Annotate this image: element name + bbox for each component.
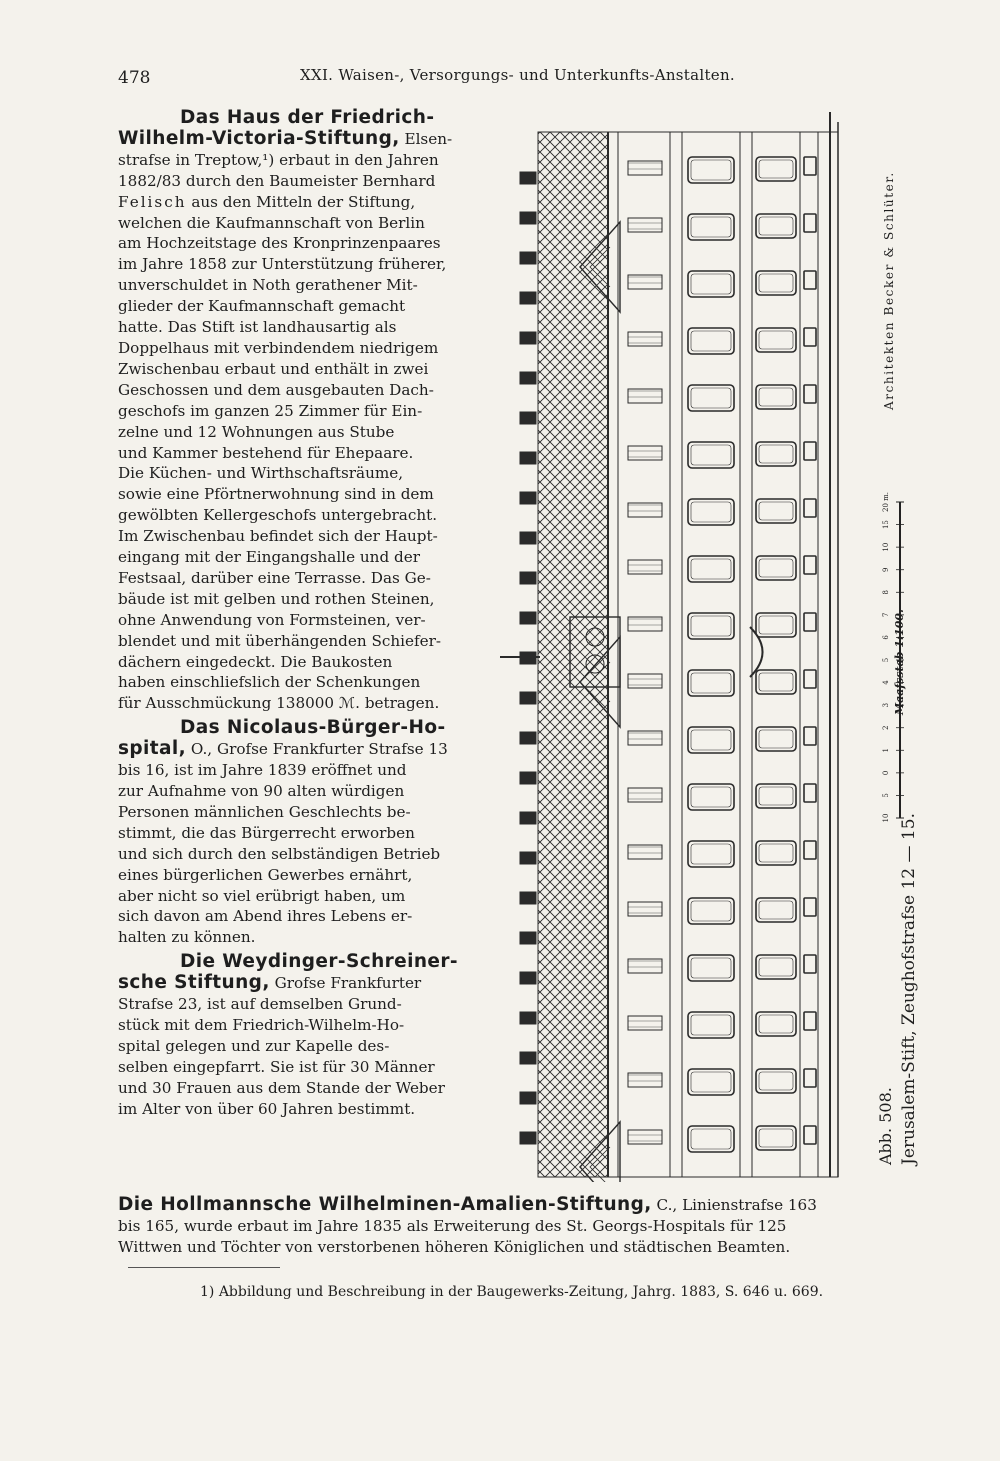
window (756, 1069, 796, 1093)
scale-tick-label: 7 (882, 612, 890, 618)
text-line: eines bürgerlichen Gewerbes ernährt, (118, 865, 413, 884)
window (756, 727, 796, 751)
scale-tick-label: 15 (882, 520, 890, 530)
window (688, 784, 734, 810)
text-line: am Hochzeitstage des Kronprinzenpaares (118, 234, 441, 253)
window-frame (691, 901, 731, 921)
window (804, 784, 816, 802)
text-line: strafse in Treptow,¹) erbaut in den Jahren (118, 150, 439, 169)
dormer-band (628, 218, 662, 232)
scale-tick-label: 4 (882, 680, 890, 685)
dormer-band (628, 161, 662, 175)
window-frame (759, 730, 793, 748)
text-line: Zwischenbau erbaut und enthält in zwei (118, 359, 429, 378)
chimney (520, 452, 536, 464)
window-frame (691, 673, 731, 693)
text-line: eingang mit der Eingangshalle und der (118, 548, 420, 567)
window (688, 214, 734, 240)
facade-elevation-drawing (500, 112, 852, 1182)
window (756, 328, 796, 352)
window (688, 955, 734, 981)
chimney (520, 292, 536, 304)
window (756, 898, 796, 922)
text-line: hatte. Das Stift ist landhausartig als (118, 318, 397, 337)
chimney (520, 332, 536, 344)
dormer-band (628, 1073, 662, 1087)
window-frame (691, 1129, 731, 1149)
window-frame (759, 559, 793, 577)
window (804, 556, 816, 574)
window (804, 499, 816, 517)
text-line: stück mit dem Friedrich-Wilhelm-Ho- (118, 1015, 405, 1034)
dormer-band (628, 1016, 662, 1030)
section-3-heading: Die Weydinger-Schreiner- (180, 951, 458, 973)
chimney (520, 692, 536, 704)
scale-label: Maafsstab 1:100. (893, 609, 906, 715)
window-frame (691, 1072, 731, 1092)
window (756, 784, 796, 808)
window (688, 499, 734, 525)
chimney (520, 212, 536, 224)
window-frame (759, 1072, 793, 1090)
window (756, 442, 796, 466)
window-frame (691, 274, 731, 294)
scale-tick-label: 9 (882, 567, 890, 572)
figure-caption: Jerusalem-Stift, Zeughofstrafse 12 — 15. (899, 813, 919, 1165)
window (804, 613, 816, 631)
scale-tick-label: 10 (882, 542, 890, 552)
window-frame (691, 388, 731, 408)
text-line: glieder der Kaufmannschaft gemacht (118, 297, 406, 316)
running-title: XXI. Waisen-, Versorgungs- und Unterkunfts-Anstalten. (300, 66, 735, 84)
window-frame (691, 502, 731, 522)
chimney (520, 972, 536, 984)
text-line: unverschuldet in Noth gerathener Mit- (118, 276, 418, 295)
text-line: bis 16, ist im Jahre 1839 eröffnet und (118, 761, 407, 780)
window-frame (691, 616, 731, 636)
window (688, 442, 734, 468)
window-frame (691, 217, 731, 237)
text-line: zur Aufnahme von 90 alten würdigen (118, 782, 405, 800)
window-frame (759, 331, 793, 349)
window-frame (759, 502, 793, 520)
chimney (520, 372, 536, 384)
window (688, 1126, 734, 1152)
window (688, 1069, 734, 1095)
chimney (520, 252, 536, 264)
dormer-band (628, 446, 662, 460)
chimney (520, 172, 536, 184)
scale-tick-label: 10 (882, 813, 890, 823)
window (756, 214, 796, 238)
text-line: Grofse Frankfurter (269, 974, 422, 993)
scale-tick-label: 6 (882, 635, 890, 640)
text-line: Wittwen und Töchter von verstorbenen höheren Königlichen und städtischen Beamten. (118, 1238, 791, 1256)
window-frame (691, 1015, 731, 1035)
window (688, 670, 734, 696)
window (756, 841, 796, 865)
dormer-band (628, 560, 662, 574)
scale-tick-label: 5 (882, 657, 890, 663)
window-frame (759, 388, 793, 406)
chimney (520, 1092, 536, 1104)
chimney (520, 772, 536, 784)
dormer-band (628, 902, 662, 916)
window-frame (759, 901, 793, 919)
text-line: selben eingepfarrt. Sie ist für 30 Männer (118, 1057, 435, 1076)
window-frame (691, 958, 731, 978)
text-line: Elsen- (399, 129, 453, 148)
chimney (520, 1012, 536, 1024)
window (804, 898, 816, 916)
chimney (520, 1052, 536, 1064)
dormer-band (628, 389, 662, 403)
dormer-band (628, 731, 662, 745)
footnote-rule (128, 1267, 280, 1268)
window (688, 556, 734, 582)
text-line: geschofs im ganzen 25 Zimmer für Ein- (118, 401, 423, 420)
window (688, 841, 734, 867)
window (756, 955, 796, 979)
window-frame (759, 1129, 793, 1147)
scale-tick-label: 5 (882, 793, 890, 798)
window (688, 385, 734, 411)
section-3-heading-cont: sche Stiftung, (118, 972, 270, 994)
text-line: Personen männlichen Geschlechts be- (118, 802, 411, 821)
text-line: Festsaal, darüber eine Terrasse. Das Ge- (118, 568, 431, 587)
window-frame (759, 445, 793, 463)
scale-tick-label: 20 m. (882, 492, 890, 512)
scale-tick-label: 2 (882, 725, 890, 730)
dormer-band (628, 788, 662, 802)
window (688, 271, 734, 297)
dormer-band (628, 332, 662, 346)
window (756, 1126, 796, 1150)
window (804, 670, 816, 688)
window (756, 385, 796, 409)
section-1-heading-cont: Wilhelm-Victoria-Stiftung, (118, 127, 400, 149)
text-line: Geschossen und dem ausgebauten Dach- (118, 380, 434, 399)
text-line: und 30 Frauen aus dem Stande der Weber (118, 1078, 445, 1097)
window (804, 385, 816, 403)
window (804, 1012, 816, 1030)
text-line: aus den Mitteln der Stiftung, (186, 192, 416, 211)
text-line: und Kammer bestehend für Ehepaare. (118, 443, 414, 462)
window (804, 841, 816, 859)
text-line: ohne Anwendung von Formsteinen, ver- (118, 610, 426, 629)
window-frame (759, 274, 793, 292)
window (756, 271, 796, 295)
window-frame (691, 787, 731, 807)
window-frame (759, 160, 793, 178)
window (688, 898, 734, 924)
window-frame (691, 160, 731, 180)
text-line: im Jahre 1858 zur Unterstützung früherer, (118, 255, 447, 274)
text-line: blendet und mit überhängenden Schiefer- (118, 631, 442, 650)
text-line: sich davon am Abend ihres Lebens er- (118, 907, 413, 926)
window-frame (691, 844, 731, 864)
window-frame (759, 616, 793, 634)
chimney (520, 892, 536, 904)
chimney (520, 732, 536, 744)
bottom-paragraph (118, 1194, 914, 1258)
window (804, 442, 816, 460)
window (688, 727, 734, 753)
dormer-band (628, 617, 662, 631)
text-line: Im Zwischenbau befindet sich der Haupt- (118, 527, 438, 546)
dormer-band (628, 1130, 662, 1144)
chimney (520, 932, 536, 944)
page-number: 478 (118, 68, 151, 88)
text-line: Doppelhaus mit verbindendem niedrigem (118, 338, 439, 357)
roof-slate-pattern (538, 132, 608, 1177)
text-line: für Ausschmückung 138000 ℳ. betragen. (118, 694, 440, 713)
window (804, 1126, 816, 1144)
dormer-band (628, 845, 662, 859)
chimney (520, 532, 536, 544)
text-column (118, 108, 458, 1120)
architect-name: Felisch (118, 192, 187, 211)
window (688, 328, 734, 354)
section-2-heading-cont: spital, (118, 738, 187, 760)
text-line: bäude ist mit gelben und rothen Steinen, (118, 589, 435, 608)
scale-tick-label: 0 (882, 770, 890, 776)
text-line: dächern eingedeckt. Die Baukosten (118, 652, 393, 671)
window (804, 271, 816, 289)
text-line: O., Grofse Frankfurter Strafse 13 (186, 740, 448, 759)
text-line: Strafse 23, ist auf demselben Grund- (118, 995, 402, 1014)
dormer-band (628, 503, 662, 517)
footnote: 1) Abbildung und Beschreibung in der Baugewerks-Zeitung, Jahrg. 1883, S. 646 u. 669. (200, 1284, 824, 1300)
window-frame (759, 958, 793, 976)
scale-tick-label: 3 (882, 702, 890, 708)
window-frame (759, 673, 793, 691)
dormer-band (628, 959, 662, 973)
window-frame (691, 331, 731, 351)
window (756, 499, 796, 523)
window (756, 613, 796, 637)
section-1-heading: Das Haus der Friedrich- (180, 107, 435, 128)
window (804, 1069, 816, 1087)
window-frame (759, 787, 793, 805)
text-line: sowie eine Pförtnerwohnung sind in dem (118, 485, 434, 504)
chimney (520, 1132, 536, 1144)
text-line: gewölbten Kellergeschofs untergebracht. (118, 506, 438, 525)
text-line: welchen die Kaufmannschaft von Berlin (118, 213, 425, 232)
window (756, 157, 796, 181)
figure-architects: Architekten Becker & Schlüter. (882, 171, 896, 410)
window-frame (691, 445, 731, 465)
text-line: C., Linienstrafse 163 (651, 1196, 817, 1214)
window (688, 613, 734, 639)
chimney (520, 572, 536, 584)
section-2-heading: Das Nicolaus-Bürger-Ho- (180, 717, 446, 739)
figure-number: Abb. 508. (876, 1087, 895, 1165)
text-line: zelne und 12 Wohnungen aus Stube (118, 422, 395, 441)
window-frame (759, 1015, 793, 1033)
window-frame (759, 844, 793, 862)
section-2 (118, 718, 458, 948)
text-line: aber nicht so viel erübrigt haben, um (118, 886, 406, 905)
text-line: halten zu können. (118, 928, 256, 947)
window (756, 556, 796, 580)
window-frame (691, 559, 731, 579)
window (804, 727, 816, 745)
dormer-band (628, 674, 662, 688)
text-line: bis 165, wurde erbaut im Jahre 1835 als Erweiterung des St. Georgs-Hospitals für 125 (118, 1217, 787, 1235)
chimney (520, 812, 536, 824)
dormer-band (628, 275, 662, 289)
window (804, 955, 816, 973)
section-3 (118, 952, 458, 1119)
text-line: haben einschliefslich der Schenkungen (118, 673, 421, 692)
scale-tick-label: 8 (882, 590, 890, 595)
text-line: Die Küchen- und Wirthschaftsräume, (118, 464, 404, 483)
bottom-heading: Die Hollmannsche Wilhelminen-Amalien-Stiftung, (118, 1194, 652, 1215)
window (804, 214, 816, 232)
window (688, 1012, 734, 1038)
text-line: stimmt, die das Bürgerrecht erworben (118, 823, 415, 842)
section-1 (118, 108, 458, 714)
window (804, 328, 816, 346)
chimney (520, 492, 536, 504)
window (756, 1012, 796, 1036)
scale-tick-label: 1 (882, 748, 890, 753)
window-frame (759, 217, 793, 235)
window-frame (691, 730, 731, 750)
window (804, 157, 816, 175)
chimney (520, 612, 536, 624)
text-line: und sich durch den selbständigen Betrieb (118, 844, 441, 863)
window (688, 157, 734, 183)
chimney (520, 412, 536, 424)
chimney (520, 852, 536, 864)
text-line: im Alter von über 60 Jahren bestimmt. (118, 1099, 416, 1118)
text-line: spital gelegen und zur Kapelle des- (118, 1036, 390, 1055)
text-line: 1882/83 durch den Baumeister Bernhard (118, 171, 436, 190)
window (756, 670, 796, 694)
